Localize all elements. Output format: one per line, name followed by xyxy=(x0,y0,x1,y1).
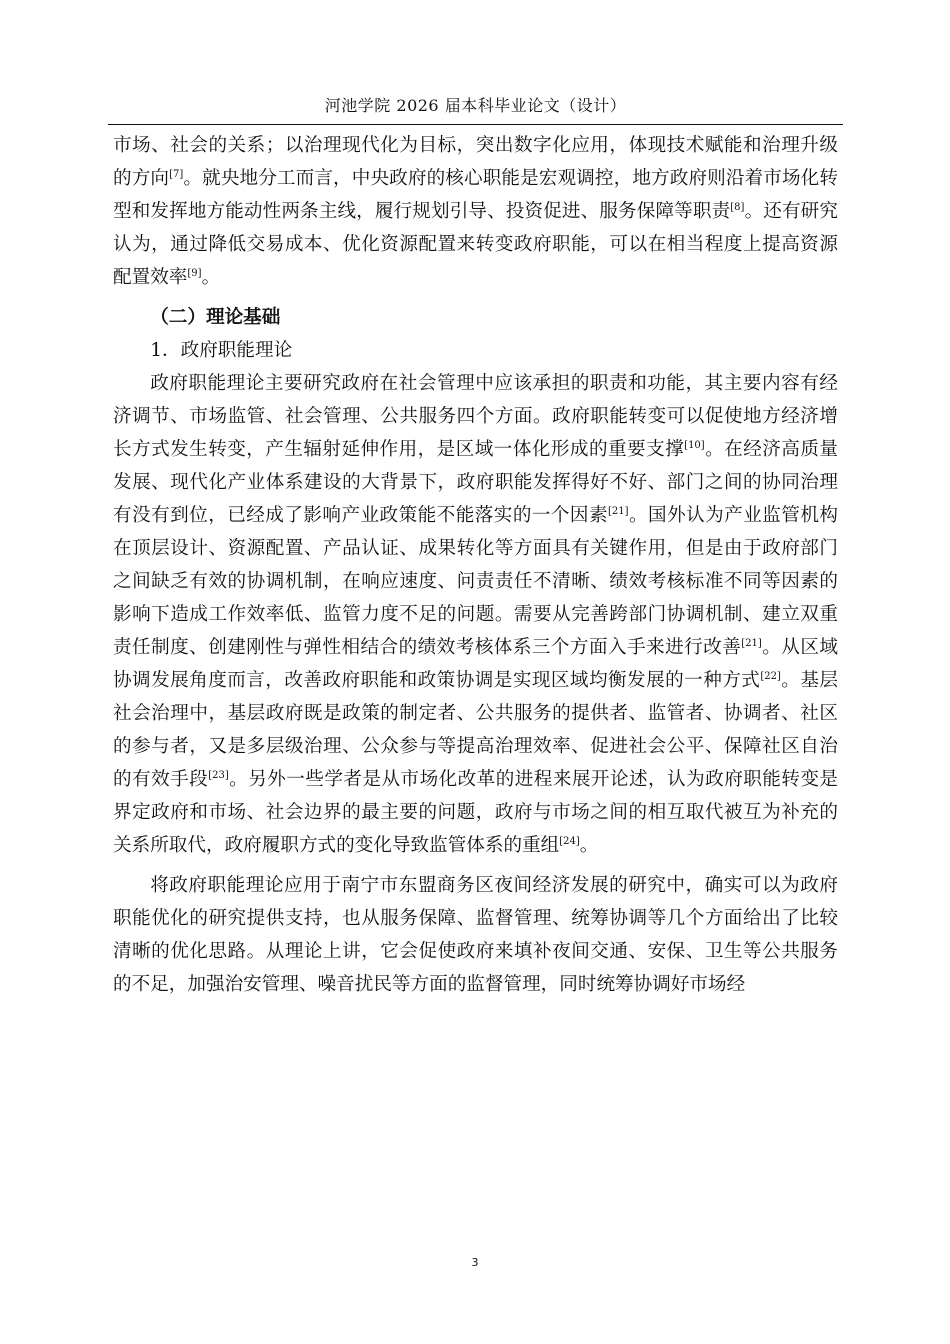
citation: [9] xyxy=(187,268,202,279)
paragraph-text: 。基层社会治理中，基层政府既是政策的制定者、公共服务的提供者、监管者、协调者、社区的参与者，又是多层级治理、公众参与等提高治理效率、促进社会公平、保障社区自治的有效手段 xyxy=(113,670,838,790)
paragraph-text: 。 xyxy=(579,835,599,856)
header-divider xyxy=(108,124,843,125)
paragraph-text: 。 xyxy=(201,267,221,288)
paragraph-text: 市场、社会的关系；以治理现代化为目标，突出数字化应用，体现技术赋能和治理升级的方向 xyxy=(113,135,838,189)
citation: [23] xyxy=(208,770,229,781)
subsection-heading: 1．政府职能理论 xyxy=(150,340,293,361)
citation: [22] xyxy=(760,671,781,682)
paragraph-text: 。在经济高质量发展、现代化产业体系建设的大背景下，政府职能发挥得好不好、部门之间的协同治理有没有到位，已经成了影响产业政策能不能落实的一个因素 xyxy=(113,439,838,526)
paragraph-text: 政府职能理论主要研究政府在社会管理中应该承担的职责和功能，其主要内容有经济调节、市场监管、社会管理、公共服务四个方面。政府职能转变可以促使地方经济增长方式发生转变，产生辐射延伸作用，是区域一体化形成的重要支撑 xyxy=(113,373,838,460)
paragraph-text: 。从区域协调发展角度而言，改善政府职能和政策协调是实现区域均衡发展的一种方式 xyxy=(113,637,838,691)
paragraph-text: 将政府职能理论应用于南宁市东盟商务区夜间经济发展的研究中，确实可以为政府职能优化的研究提供支持，也从服务保障、监督管理、统筹协调等几个方面给出了比较清晰的优化思路。从理论上讲，它会促使政府来填补夜间交通、安保、卫生等公共服务的不足，加强治安管理、噪音扰民等方面的监督管理，同时统筹协调好市场经 xyxy=(113,875,838,995)
section-heading: （二）理论基础 xyxy=(150,307,281,328)
running-header: 河池学院 2026 届本科毕业论文（设计） xyxy=(324,96,627,115)
citation: [10] xyxy=(684,440,705,451)
citation: [7] xyxy=(169,169,184,180)
paragraph-theory xyxy=(113,367,838,862)
body-text xyxy=(113,129,838,1001)
paragraph-text: 。另外一些学者是从市场化改革的进程来展开论述，认为政府职能转变是界定政府和市场、社会边界的最主要的问题，政府与市场之间的相互取代被互为补充的关系所取代，政府履职方式的变化导致监管体系的重组 xyxy=(113,769,838,856)
paragraph-spacer xyxy=(113,862,838,869)
paragraph-text: 。还有研究认为，通过降低交易成本、优化资源配置来转变政府职能，可以在相当程度上提高资源配置效率 xyxy=(113,201,838,288)
paragraph-application xyxy=(113,869,838,1001)
paragraph-text: 。国外认为产业监管机构在顶层设计、资源配置、产品认证、成果转化等方面具有关键作用，但是由于政府部门之间缺乏有效的协调机制，在响应速度、问责责任不清晰、绩效考核标准不同等因素的影响下造成工作效率低、监管力度不足的问题。需要从完善跨部门协调机制、建立双重责任制度、创建刚性与弹性相结合的绩效考核体系三个方面入手来进行改善 xyxy=(113,505,838,658)
page-number: 3 xyxy=(471,1256,479,1269)
citation: [21] xyxy=(608,506,629,517)
citation: [24] xyxy=(559,836,580,847)
paragraph-text: 。就央地分工而言，中央政府的核心职能是宏观调控，地方政府则沿着市场化转型和发挥地方能动性两条主线，履行规划引导、投资促进、服务保障等职责 xyxy=(113,168,838,222)
section-spacer xyxy=(113,294,838,301)
paragraph-literature-review xyxy=(113,129,838,294)
citation: [8] xyxy=(730,202,745,213)
citation: [21] xyxy=(741,638,762,649)
